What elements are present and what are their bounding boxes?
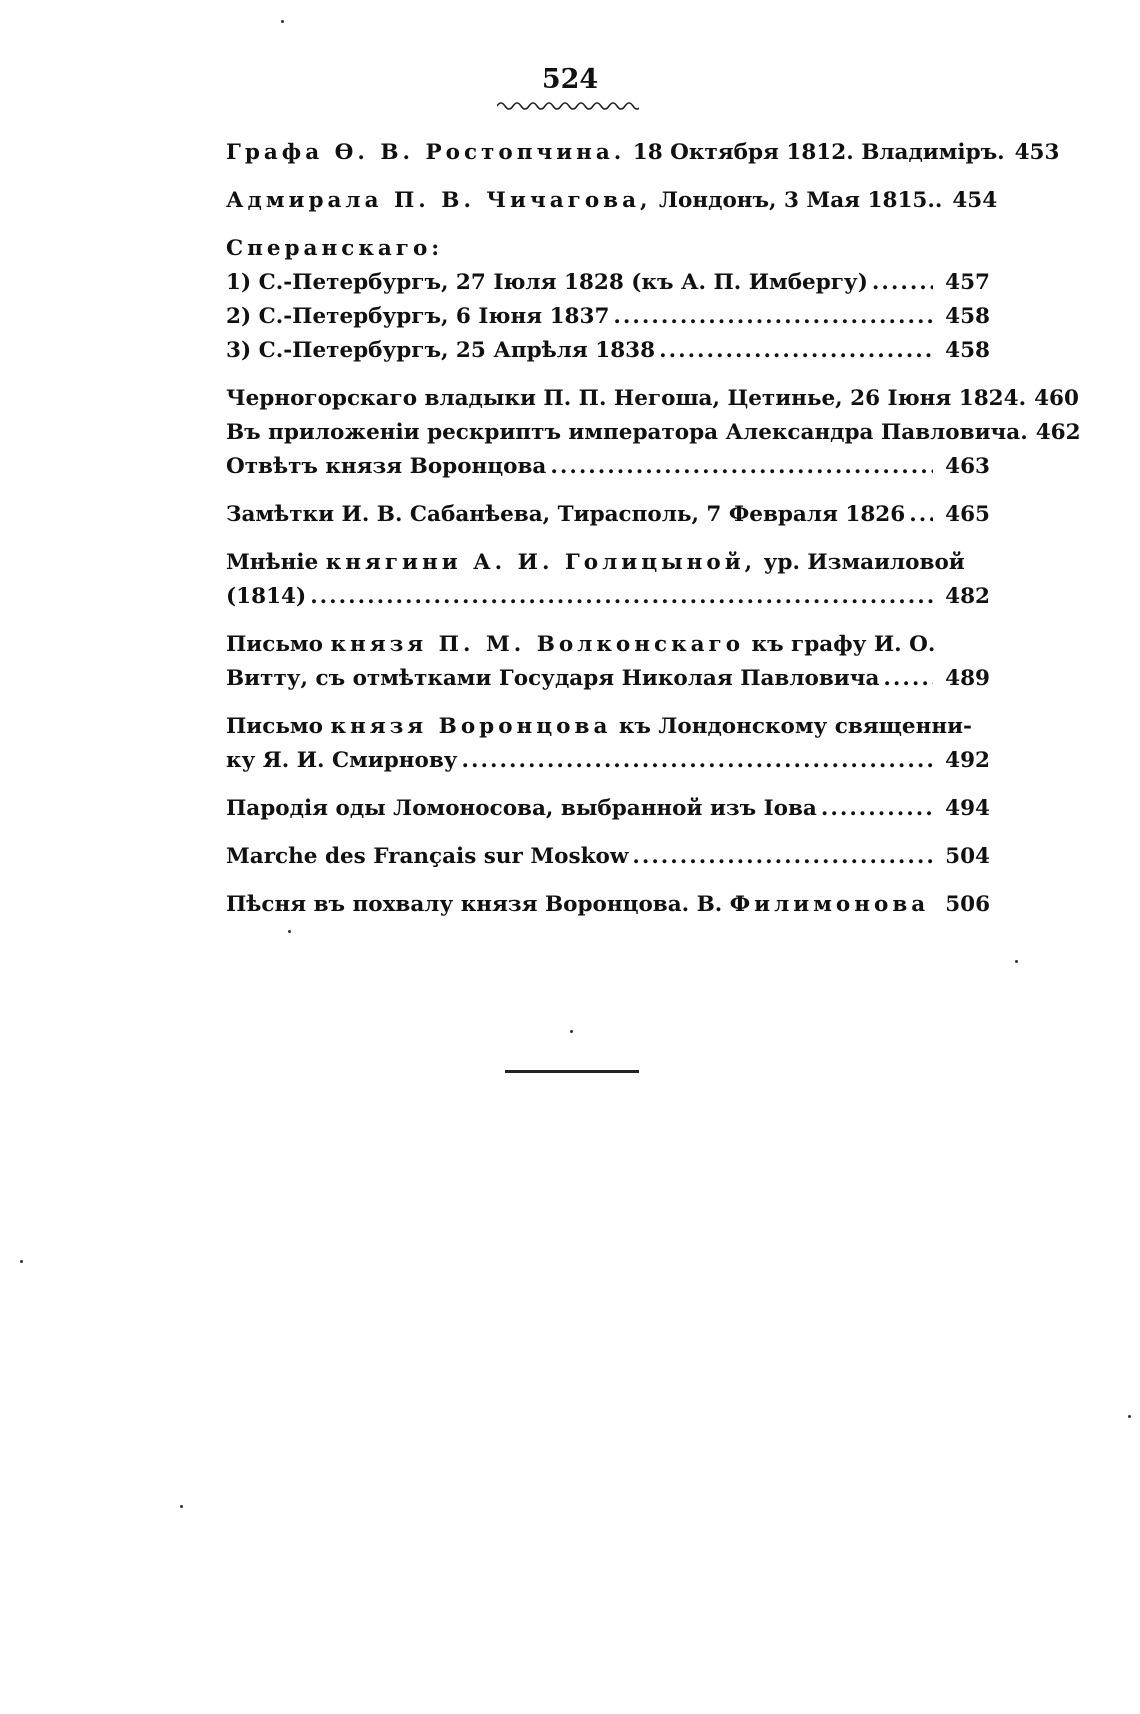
entry-author: Графа Ѳ. В. Ростопчина.	[226, 140, 626, 165]
dot-leader	[462, 744, 934, 778]
toc-entry-song	[226, 888, 990, 922]
dot-leader	[659, 334, 933, 368]
toc-subitem	[226, 450, 990, 484]
entry-author: Филимонова	[729, 892, 930, 917]
entry-title-continued: Витту, съ отмѣтками Государя Николая Павловича	[226, 666, 880, 691]
toc-entry-vorontsov-letter	[226, 710, 990, 778]
entry-title: Пародія оды Ломоносова, выбранной изъ Іова	[226, 796, 817, 821]
print-speck	[1015, 960, 1018, 963]
toc-entry-sabaneev	[226, 498, 990, 532]
dot-leader	[872, 266, 933, 300]
toc-entry-volkonsky	[226, 628, 990, 696]
entry-title: 3) С.-Петербургъ, 25 Апрѣля 1838	[226, 338, 656, 363]
toc-entry-speransky	[226, 232, 990, 368]
dot-leader	[613, 300, 933, 334]
entry-page-number: 504	[945, 844, 990, 869]
entry-page-number: 457	[945, 270, 990, 295]
dot-leader	[909, 498, 933, 532]
entry-title: Marche des Français sur Moskow	[226, 844, 629, 869]
print-speck	[180, 1505, 183, 1508]
entry-author: княгини А. И. Голицыной,	[325, 550, 757, 575]
entry-title: 2) С.-Петербургъ, 6 Іюня 1837	[226, 304, 610, 329]
entry-page-number: 462	[1035, 420, 1081, 445]
entry-page-number: 454	[952, 188, 998, 213]
entry-page-number: 489	[945, 666, 990, 691]
entry-page-number: 458	[945, 304, 990, 329]
entry-page-number: 482	[945, 584, 990, 609]
toc-subitem	[226, 382, 1079, 416]
dot-leader	[883, 662, 933, 696]
entry-title: Пѣсня въ похвалу князя Воронцова. В.	[226, 892, 730, 917]
entry-title: 18 Октября 1812. Владиміръ.	[625, 140, 1005, 165]
entry-title-part: ур. Измаиловой	[756, 550, 965, 575]
entry-page-number: 494	[945, 796, 990, 821]
toc-entry-parody	[226, 792, 990, 826]
entry-page-number: 453	[1014, 140, 1060, 165]
table-of-contents	[226, 136, 1081, 936]
page-number: 524	[541, 64, 599, 95]
dot-leader	[821, 792, 933, 826]
dot-leader	[632, 840, 933, 874]
entry-page-number: 506	[945, 892, 991, 917]
entry-page-number: 465	[945, 502, 990, 527]
entry-title: Въ приложеніи рескриптъ императора Александра Павловича.	[226, 420, 1028, 445]
entry-title: Черногорскаго владыки П. П. Негоша, Цетинье, 26 Іюня 1824.	[226, 386, 1027, 411]
toc-subitem	[226, 266, 990, 300]
toc-entry-rostopchin	[226, 136, 1060, 170]
entry-title-continued: ку Я. И. Смирнову	[226, 748, 458, 773]
entry-title: 1) С.-Петербургъ, 27 Іюля 1828 (къ А. П. Имбергу)	[226, 270, 868, 295]
entry-page-number: 458	[945, 338, 990, 363]
print-speck	[570, 1030, 573, 1033]
entry-page-number: 492	[945, 748, 990, 773]
entry-page-number: 463	[945, 454, 990, 479]
entry-title-part: къ графу И. О.	[744, 632, 936, 657]
print-speck	[20, 1260, 23, 1263]
toc-subitem	[226, 416, 1081, 450]
print-speck	[288, 930, 291, 933]
entry-title-part: Письмо	[226, 632, 331, 657]
entry-title-continued: (1814)	[226, 584, 307, 609]
entry-title: Отвѣтъ князя Воронцова	[226, 454, 547, 479]
toc-entry-negosh-group	[226, 382, 1081, 484]
toc-subitem	[226, 300, 990, 334]
entry-title-part: Мнѣніе	[226, 550, 326, 575]
decorative-wavy-rule	[497, 100, 639, 112]
toc-entry-marche	[226, 840, 990, 874]
print-speck	[1128, 1415, 1131, 1418]
entry-author: Адмирала П. В. Чичагова,	[226, 188, 652, 213]
entry-heading: Сперанскаго:	[226, 236, 444, 261]
entry-author: князя П. М. Волконскаго	[330, 632, 745, 657]
toc-entry-chichagov	[226, 184, 998, 218]
dot-leader	[550, 450, 933, 484]
toc-entry-golitsyna	[226, 546, 990, 614]
entry-title-part: къ Лондонскому священни-	[611, 714, 972, 739]
entry-page-number: 460	[1034, 386, 1079, 411]
print-speck	[281, 20, 284, 23]
toc-subitem	[226, 334, 990, 368]
entry-author: князя Воронцова	[330, 714, 612, 739]
entry-title: Лондонъ, 3 Мая 1815..	[651, 188, 943, 213]
entry-title: Замѣтки И. В. Сабанѣева, Тирасполь, 7 Февраля 1826	[226, 502, 906, 527]
closing-rule	[505, 1070, 639, 1073]
dot-leader	[310, 580, 933, 614]
entry-title-part: Письмо	[226, 714, 331, 739]
